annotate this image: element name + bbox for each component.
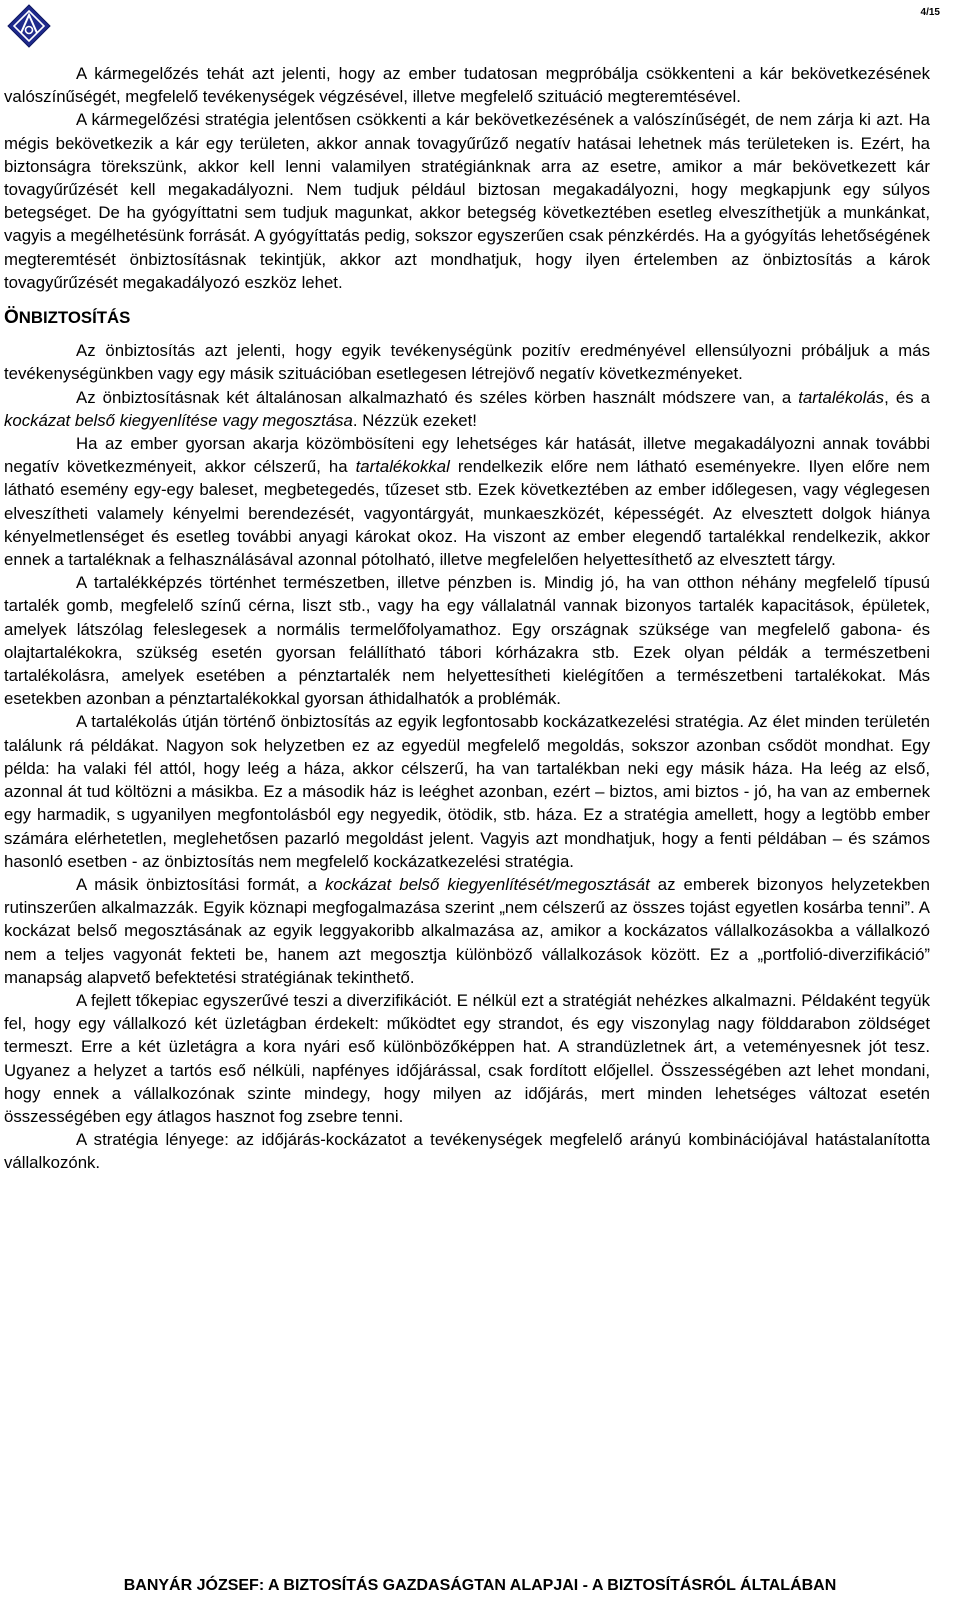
- heading-initial: Ö: [4, 307, 19, 329]
- section-heading: [4, 306, 930, 329]
- page-number: 4/15: [920, 7, 940, 18]
- paragraph: A fejlett tőkepiac egyszerűvé teszi a diverzifikációt. E nélkül ezt a stratégiát nehézkes alkalmazni. Példaként tegyük fel, hogy egy vállalkozó két üzletágban érdekelt: működtet egy strandot, és egy viszonylag nagy földdarabon zöldséget termeszt. Erre a két üzletágra a kora nyári eső különbözőképpen hat. A strandüzletnek árt, a veteményesnek jót tesz. Ugyanez a helyzet a tartós eső nélküli, napfényes időjárással, csak fordított előjellel. Összességében azt lehet mondani, hogy ennek a vállalkozónak szinte mindegy, hogy milyen az időjárás, mert minden lehetséges változat esetén összességében egy átlagos hasznot fog zsebre tenni.: [4, 990, 930, 1126]
- document-body: [4, 62, 930, 1175]
- emphasis: tartalékokkal: [355, 457, 450, 477]
- text-run: Ha az ember gyorsan akarja közömbösíteni egy lehetséges kár hatását, illetve megakadályozni annak további negatív következményeit, akkor célszerű, ha: [4, 434, 930, 477]
- heading-rest: NBIZTOSÍTÁS: [18, 308, 131, 328]
- paragraph: [4, 386, 930, 432]
- text-run: , és a: [884, 387, 930, 407]
- emphasis: tartalékolás: [798, 387, 885, 407]
- paragraph: A kármegelőzési stratégia jelentősen csökkenti a kár bekövetkezésének a valószínűségét, de nem zárja ki azt. Ha mégis bekövetkezik a kár egy területen, akkor annak tovagyűrűző negatív hatásai lehetnek más területeken is. Ezért, ha biztonságra törekszünk, akkor kell lenni valamilyen stratégiánknak arra az esetre, amikor a már bekövetkezett kár tovagyűrűzését kell megakadályozni. Nem tudjuk például biztosan megakadályozni, hogy megkapjunk egy súlyos betegséget. De ha gyógyíttatni sem tudjuk magunkat, akkor betegség következtében esetleg elveszíthetjük a munkánkat, vagyis a megélhetésünk forrását. A gyógyíttatás pedig, sokszor egyszerűen csak pénzkérdés. Ha a gyógyítás lehetőségének megteremtését önbiztosításnak tekintjük, akkor azt mondhatjuk, hogy ilyen értelemben az önbiztosítás a károk tovagyűrűzését megakadályozó eszköz lehet.: [4, 110, 930, 292]
- text-run: . Nézzük ezeket!: [352, 410, 477, 430]
- paragraph: A stratégia lényege: az időjárás-kockázatot a tevékenységek megfelelő arányú kombinációjával hatástalanította vállalkozónk.: [4, 1130, 930, 1173]
- text-run: az emberek bizonyos helyzetekben rutinszerűen alkalmazzák. Egyik köznapi megfogalmazása szerint „nem célszerű az összes tojást egyetlen kosárba tenni”. A kockázat belső megosztásának az egyik leggyakoribb alkalmazása az, amikor a kockázatos vállalkozásokba a vállalkozó nem a teljes vagyonát fekteti be, hanem azt megosztja különböző vállalkozások között. Ez a „portfolió-diverzifikáció” manapság alapvető befektetési stratégiának tekinthető.: [4, 874, 930, 987]
- text-run: rendelkezik előre nem látható eseményekre. Ilyen előre nem látható esemény egy-egy baleset, megbetegedés, tűzeset stb. Ezek következtében az ember időlegesen, vagy véglegesen elveszítheti valamely kényelmi berendezését, vagyontárgyát, munkaeszközét, képességét. Az elvesztett dolgok hiánya kényelmetlenséget és esetleg további anyagi károkat okoz. Ha viszont az ember elegendő tartalékkal rendelkezik, akkor ennek a tartaléknak a felhasználásával azonnal pótolható, illetve megfelelően helyettesíthető az elvesztett tárgy.: [4, 457, 930, 570]
- emphasis: kockázat belső kiegyenlítése vagy megosztása: [4, 410, 353, 430]
- paragraph: [4, 432, 930, 571]
- emphasis: kockázat belső kiegyenlítését/megosztását: [325, 874, 650, 894]
- paragraph: [4, 873, 930, 989]
- paragraph: Az önbiztosítás azt jelenti, hogy egyik tevékenységünk pozitív eredményével ellensúlyozni próbáljuk a más tevékenységünkben vagy egy másik szituációban esetlegesen létrejövő negatív következményeket.: [4, 341, 930, 384]
- paragraph: A kármegelőzés tehát azt jelenti, hogy az ember tudatosan megpróbálja csökkenteni a kár bekövetkezésének valószínűségét, megfelelő tevékenységek végzésével, illetve megfelelő szituáció megteremtésével.: [4, 64, 930, 107]
- text-run: A másik önbiztosítási formát, a: [76, 874, 325, 894]
- text-run: Az önbiztosításnak két általánosan alkalmazható és széles körben használt módszere van, a: [76, 387, 799, 407]
- paragraph: A tartalékolás útján történő önbiztosítás az egyik legfontosabb kockázatkezelési stratégia. Az élet minden területén találunk rá példákat. Nagyon sok helyzetben ez az egyedül megfelelő megoldás, sokszor azonban csődöt mondhat. Egy példa: ha valaki fél attól, hogy leég a háza, akkor célszerű, ha van tartalékban neki egy másik háza. Ha leég az első, azonnal át tud költözni a másikba. Ez a második ház is leéghet azonban, ezért – biztos, ami biztos - jó, ha van az embernek egy harmadik, s ugyanilyen megfontolásból egy negyedik, ötödik, stb. háza. Ez a stratégia amellett, hogy a legtöbb ember számára elérhetetlen, meglehetősen pazarló megoldást jelent. Vagyis azt mondhatjuk, hogy a fenti példában – és számos hasonló esetben - az önbiztosítás nem megfelelő kockázatkezelési stratégia.: [4, 712, 930, 871]
- diamond-logo-icon: [6, 3, 52, 49]
- paragraph: A tartalékképzés történhet természetben, illetve pénzben is. Mindig jó, ha van otthon néhány megfelelő típusú tartalék gomb, megfelelő színű cérna, liszt stb., vagy ha egy vállalatnál vannak bizonyos tartalék kapacitások, épületek, amelyek látszólag feleslegesek a normális termelőfolyamathoz. Egy országnak szüksége van megfelelő gabona- és olajtartalékokra, szükség esetén gyorsan felállítható tábori kórházakra stb. Ezek olyan példák a természetbeni tartalékolásra, amelyek esetében a pénztartalék nem helyettesítheti kielégítően a természetbeni tartalékokat. Más esetekben azonban a pénztartalékokkal gyorsan áthidalhatók a problémák.: [4, 573, 930, 709]
- page-footer: BANYÁR JÓZSEF: A BIZTOSÍTÁS GAZDASÁGTAN ALAPJAI - A BIZTOSÍTÁSRÓL ÁLTALÁBAN: [123, 1577, 837, 1594]
